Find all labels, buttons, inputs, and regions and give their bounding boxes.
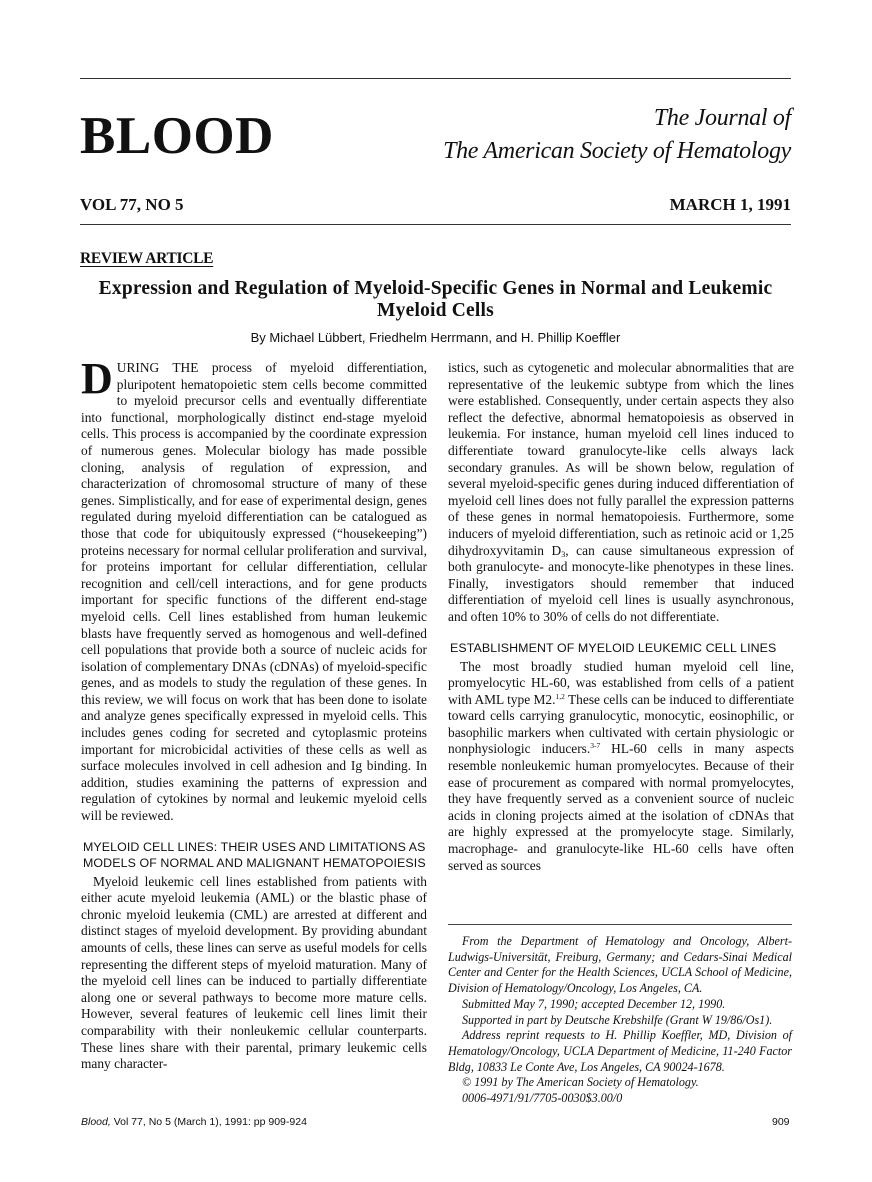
intro-paragraph [81, 354, 427, 825]
journal-name: BLOOD [80, 107, 274, 165]
continued-text-part-2: , can cause simultaneous expression of both granulocyte- and monocyte-like phenotypes in these lines. Finally, investigators should remember that induced differentiation of myeloid cell lines is usually asynchronous, and often 10% to 30% of cells do not differentiate. [448, 542, 794, 624]
body-paragraph-continued [448, 360, 794, 626]
intro-text: process of myeloid differentiation, pluripotent hematopoietic stem cells become committed to myeloid precursor cells and eventually differentiate into functional, morphologically distinct end-stage myeloid cells. This process is accompanied by the coordinate expression of numerous genes. Molecular biology has made possible cloning, analysis of regulation of expression, and characterization of chromosomal structure of many of these genes. Simplistically, and for ease of experimental design, genes regulated during myeloid differentiation can be catalogued as those that code for ubiquitously expressed (“housekeeping”) proteins necessary for normal cellular proliferation and survival, for proteins important for cellular differentiation, cellular recognition and cell/cell interactions, and for gene products important for specific functions of the different end-stage myeloid cells. Cell lines established from human leukemic blasts have frequently served as homogenous and well-defined cell populations that provide both a source of nucleic acids for isolation of complementary DNAs (cDNAs) of myeloid-specific genes, and as models to study the regulation of these genes. In this review, we will focus on work that has been done to isolate and analyze genes specifically expressed in myeloid cells. This includes genes coding for secreted and cytoplasmic proteins important for microbicidal activities of these cells as well as surface molecules involved in cell adhesion and Ig binding. In addition, studies examining the patterns of expression and regulation of cytokines by normal and leukemic myeloid cells will be reviewed. [81, 360, 427, 824]
journal-subtitle-line-2: The American Society of Hematology [443, 138, 791, 164]
footnote-dates: Submitted May 7, 1990; accepted December 12, 1990. [462, 996, 726, 1011]
drop-cap: D [81, 354, 113, 403]
volume-issue: VOL 77, NO 5 [80, 195, 184, 214]
footnote-reprints: Address reprint requests to H. Phillip Koeffler, MD, Division of Hematology/Oncology, UCLA Department of Medicine, 11-240 Factor Bldg, 10833 Le Conte Ave, Los Angeles, CA 90024-1678. [448, 1028, 792, 1074]
subscript: 3 [561, 549, 566, 559]
footer-journal-name: Blood, [81, 1116, 111, 1128]
text-segment: HL-60 cells in many aspects resemble nonleukemic human promyelocytes. Because of their ease of procurement as compared with normal promyelocytes, they have frequently served as a convenient source of nucleic acids in cloning projects aimed at the isolation of cDNAs that are highly expressed at the promyelocyte stage. Similarly, macrophage- and granulocyte-like HL-60 cells have often served as sources [448, 741, 795, 873]
journal-subtitle [443, 102, 791, 168]
footnote-support: Supported in part by Deutsche Krebshilfe (Grant W 19/86/Os1). [462, 1012, 773, 1027]
body-paragraph [448, 659, 794, 875]
continued-text-part-1: istics, such as cytogenetic and molecular abnormalities that are representative of the leukemic subtype from which the lines were established. Consequently, under certain aspects they also reflect the defective, abnormal hematopoiesis as observed in leukemia. For instance, human myeloid cell lines induced to differentiate toward granulocyte-like cells always lack secondary granules. As will be shown below, regulation of several myeloid-specific genes during induced differentiation of myeloid cell lines does not fully parallel the expression patterns of these genes in normal hematopoiesis. Furthermore, some inducers of myeloid differentiation, such as retinoic acid or 1,25 dihydroxyvitamin D [448, 360, 794, 558]
article-type-label: REVIEW ARTICLE [80, 250, 214, 267]
section-heading-establishment: ESTABLISHMENT OF MYELOID LEUKEMIC CELL LINES [450, 640, 777, 655]
reference-superscript: 3-7 [590, 741, 601, 751]
intro-lead-caps: URING THE [116, 360, 199, 375]
text-segment: The most broadly studied human myeloid cell line, promyelocytic HL-60, was established from cells of a patient with AML type M2. [448, 658, 794, 707]
section-heading-cell-lines: MYELOID CELL LINES: THEIR USES AND LIMITATIONS AS MODELS OF NORMAL AND MALIGNANT HEMATOPOIESIS [83, 839, 426, 870]
right-column [448, 360, 794, 874]
article-title: Expression and Regulation of Myeloid-Specific Genes in Normal and Leukemic Myeloid Cells [98, 278, 773, 321]
footnote-copyright: © 1991 by The American Society of Hematology. [462, 1075, 699, 1090]
masthead-bottom-rule [80, 224, 791, 225]
reference-superscript: 1,2 [555, 691, 565, 701]
left-column [81, 354, 427, 1073]
masthead-top-rule [80, 78, 791, 79]
footnotes [448, 934, 792, 1107]
footer-citation-text: Vol 77, No 5 (March 1), 1991: pp 909-924 [110, 1116, 307, 1128]
journal-subtitle-line-1: The Journal of [653, 105, 791, 131]
footnote-code: 0006-4971/91/7705-0030$3.00/0 [462, 1091, 623, 1106]
footnote-affiliation: From the Department of Hematology and Oncology, Albert-Ludwigs-Universität, Freiburg, Germany; and Cedars-Sinai Medical Center and Center for the Health Sciences, UCLA School of Medicine, Division of Hematology/Oncology, Los Angeles, CA. [448, 934, 792, 996]
page-number: 909 [772, 1116, 790, 1128]
footer-citation [81, 1116, 307, 1128]
author-byline: By Michael Lübbert, Friedhelm Herrmann, and H. Phillip Koeffler [250, 330, 621, 345]
footnote-divider [448, 924, 792, 925]
body-paragraph: Myeloid leukemic cell lines established from patients with either acute myeloid leukemia (AML) or the blastic phase of chronic myeloid leukemia (CML) are arrested at different and distinct stages of myeloid development. By providing abundant amounts of cells, these lines can serve as useful models for cells representing the different steps of myeloid maturation. Many of the myeloid cell lines can be induced to partially differentiate along one or several pathways to become more mature cells. However, several features of leukemic cell lines limit their comparability with their nonleukemic cellular counterparts. These lines share with their parental, primary leukemic cells many character- [81, 873, 427, 1072]
text-segment: These cells can be induced to differentiate toward cells carrying granulocytic, monocytic, eosinophilic, or basophilic markers when cultivated with certain physiologic or nonphysiologic inducers. [448, 691, 794, 757]
issue-date: MARCH 1, 1991 [669, 195, 791, 214]
